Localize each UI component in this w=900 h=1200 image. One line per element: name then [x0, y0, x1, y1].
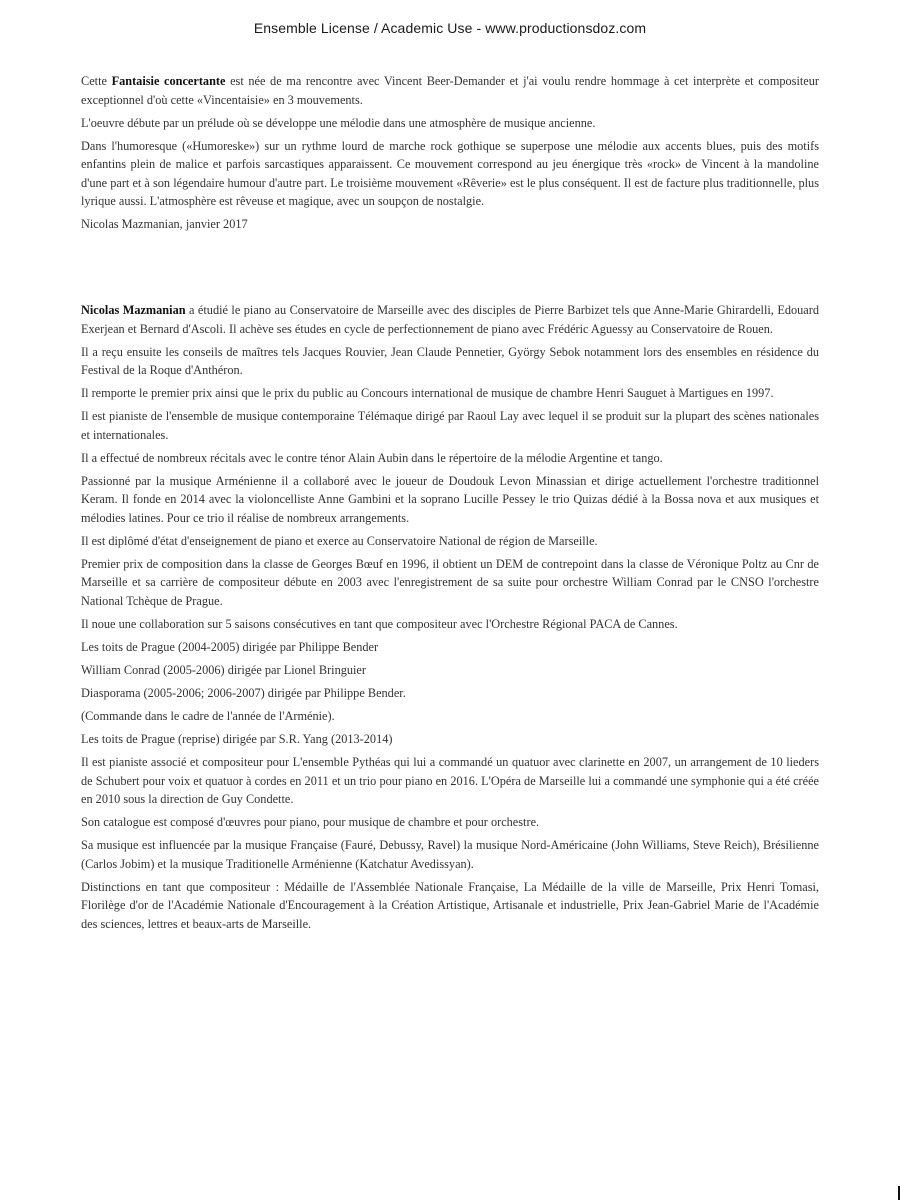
- bio-paragraph-1: [81, 301, 819, 338]
- intro-paragraph-1: [81, 72, 819, 109]
- page-header: Ensemble License / Academic Use - www.productionsdoz.com: [253, 20, 647, 36]
- intro-signature: Nicolas Mazmanian, janvier 2017: [81, 217, 248, 232]
- work-item: Les toits de Prague (reprise) dirigée par S.R. Yang (2013-2014): [81, 731, 393, 746]
- bio-paragraph-2: Il a reçu ensuite les conseils de maîtres tels Jacques Rouvier, Jean Claude Pennetier, György Sebok notamment lors des ensembles en résidence du Festival de la Roque d'Anthéron.: [81, 344, 819, 378]
- bio-paragraph-10: Il est pianiste associé et compositeur pour L'ensemble Pythéas qui lui a commandé un quatuor avec clarinette en 2007, un arrangement de 10 lieders de Schubert pour voix et quatuor à cordes en 2011 et un trio pour piano en 2016. L'Opéra de Marseille lui a commandé une symphonie qui a été créée en 2010 sous la direction de Guy Condette.: [81, 754, 819, 807]
- bio-paragraph-5: Il a effectué de nombreux récitals avec le contre ténor Alain Aubin dans le répertoire de la mélodie Argentine et tango.: [81, 450, 663, 465]
- program-note: [81, 72, 819, 238]
- work-item: William Conrad (2005-2006) dirigée par Lionel Bringuier: [81, 663, 366, 677]
- bio-paragraph-11: Son catalogue est composé d'œuvres pour piano, pour musique de chambre et pour orchestre.: [81, 815, 540, 830]
- work-item: Diasporama (2005-2006; 2006-2007) dirigée par Philippe Bender.: [81, 685, 406, 700]
- intro-paragraph-3: Dans l'humoresque («Humoreske») sur un rythme lourd de marche rock gothique se superpose une mélodie aux accents blues, puis des motifs enfantins plein de malice et parfois sarcastiques apparaissent. Ce mouvement correspond au jeu énergique très «rock» de Vincent à la mandoline d'une part et à son légendaire humour d'autre part. Le troisième mouvement «Rêverie» est le plus conséquent. Il est de facture plus traditionnelle, plus lyrique aussi. L'atmosphère est rêveuse et magique, avec un soupçon de nostalgie.: [81, 138, 819, 209]
- intro-p1-text: est née de ma rencontre avec Vincent Beer-Demander et j'ai voulu rendre hommage à cet interprète et compositeur exceptionnel d'où cette «Vincentaisie» en 3 mouvements.: [81, 74, 819, 107]
- bio-paragraph-13: Distinctions en tant que compositeur : Médaille de l'Assemblée Nationale Française, La Médaille de la ville de Marseille, Prix Henri Tomasi, Florilège d'or de l'Académie Nationale d'Encouragement à la Création Artistique, Artisanale et industrielle, Prix Jean-Gabriel Marie de l'Académie des sciences, lettres et beaux-arts de Marseille.: [81, 879, 819, 931]
- bio-paragraph-12: Sa musique est influencée par la musique Française (Fauré, Debussy, Ravel) la musique Nord-Américaine (John Williams, Steve Reich), Brésilienne (Carlos Jobim) et la musique Traditionelle Arménienne (Katchatur Avedissyan).: [81, 838, 819, 871]
- bio-paragraph-7: Il est diplômé d'état d'enseignement de piano et exerce au Conservatoire National de région de Marseille.: [81, 533, 598, 548]
- bio-paragraph-3: Il remporte le premier prix ainsi que le prix du public au Concours international de musique de chambre Henri Sauguet à Martigues en 1997.: [81, 386, 774, 401]
- composer-name: Nicolas Mazmanian: [81, 303, 186, 317]
- bio-paragraph-8: Premier prix de composition dans la classe de Georges Bœuf en 1996, il obtient un DEM de contrepoint dans la classe de Véronique Poltz au Cnr de Marseille et sa carrière de compositeur débute en 2003 avec l'enregistrement de sa suite pour orchestre William Conrad par le CNSO l'orchestre National Tchèque de Prague.: [81, 556, 819, 609]
- bio-paragraph-6: Passionné par la musique Arménienne il a collaboré avec le joueur de Doudouk Levon Minassian et dirige actuellement l'orchestre traditionnel Keram. Il fonde en 2014 avec la violoncelliste Anne Gambini et la soprano Lucille Pessey le trio Quizas dédié à la Bossa nova et aux musiques et mélodies latines. Pour ce trio il réalise de nombreux arrangements.: [81, 473, 819, 525]
- intro-p1-lead: Cette: [81, 74, 112, 88]
- intro-paragraph-2: L'oeuvre débute par un prélude où se développe une mélodie dans une atmosphère de musique ancienne.: [81, 115, 596, 130]
- work-item: Les toits de Prague (2004-2005) dirigée par Philippe Bender: [81, 640, 379, 655]
- work-title: Fantaisie concertante: [111, 74, 226, 88]
- bio-paragraph-4: Il est pianiste de l'ensemble de musique contemporaine Télémaque dirigé par Raoul Lay avec lequel il se produit sur la plupart des scènes nationales et internationales.: [81, 409, 819, 442]
- composer-biography: [81, 301, 819, 938]
- work-note: (Commande dans le cadre de l'année de l'Arménie).: [81, 708, 335, 723]
- bio-paragraph-9: Il noue une collaboration sur 5 saisons consécutives en tant que compositeur avec l'Orchestre Régional PACA de Cannes.: [81, 617, 678, 632]
- bio-p1-text: a étudié le piano au Conservatoire de Marseille avec des disciples de Pierre Barbizet tels que Anne-Marie Ghirardelli, Edouard Exerjean et Bernard d'Ascoli. Il achève ses études en cycle de perfectionnement de piano avec Frédéric Aguessy au Conservatoire de Rouen.: [81, 303, 819, 336]
